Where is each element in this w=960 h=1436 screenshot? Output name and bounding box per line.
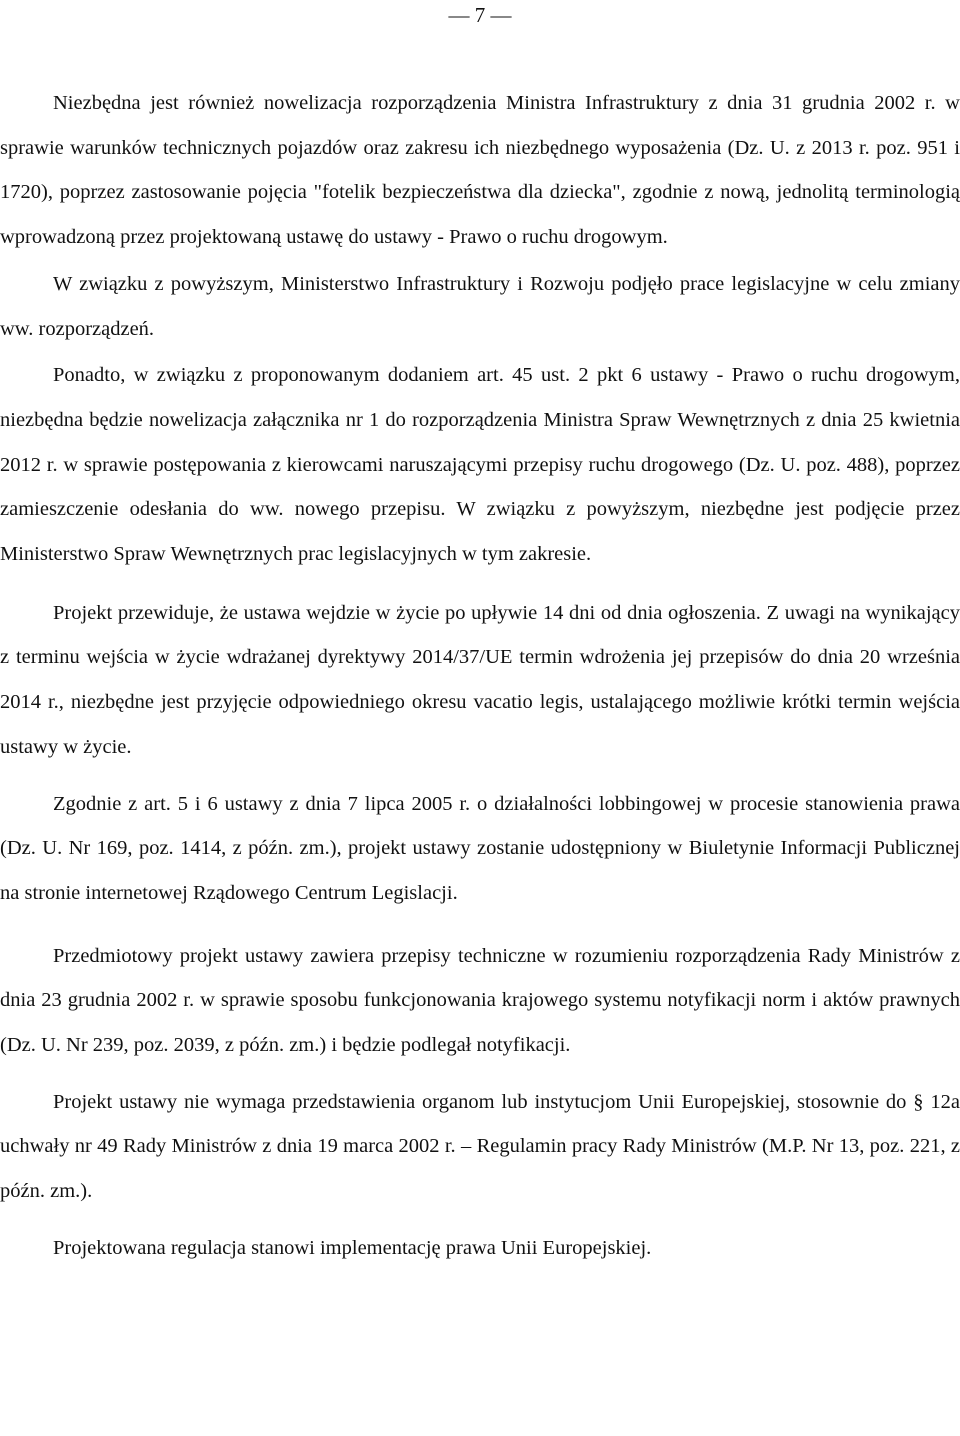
paragraph-lobbying: Zgodnie z art. 5 i 6 ustawy z dnia 7 lipca 2005 r. o działalności lobbingowej w procesie stanowienia prawa (Dz. U. Nr 169, poz. 1414, z późn. zm.), projekt ustawy zostanie udostępniony w Biuletynie Informacji Publicznej na stronie internetowej Rządowego Centrum Legislacji.: [0, 792, 960, 904]
paragraph-notification: Przedmiotowy projekt ustawy zawiera przepisy techniczne w rozumieniu rozporządzenia Rady Ministrów z dnia 23 grudnia 2002 r. w sprawie sposobu funkcjonowania krajowego systemu notyfikacji norm i aktów prawnych (Dz. U. Nr 239, poz. 2039, z późn. zm.) i będzie podlegał notyfikacji.: [0, 944, 960, 1057]
paragraph-eu-institutions: Projekt ustawy nie wymaga przedstawienia organom lub instytucjom Unii Europejskiej, stosownie do § 12a uchwały nr 49 Rady Ministrów z dnia 19 marca 2002 r. – Regulamin pracy Rady Ministrów (M.P. Nr 13, poz. 221, z późn. zm.).: [0, 1090, 960, 1203]
paragraph-entry-into-force: Projekt przewiduje, że ustawa wejdzie w życie po upływie 14 dni od dnia ogłoszenia. Z uwagi na wynikający z terminu wejścia w życie wdrażanej dyrektywy 2014/37/UE termin wdrożenia jej przepisów do dnia 20 września 2014 r., niezbędne jest przyjęcie odpowiedniego okresu vacatio legis, ustalającego możliwie krótki termin wejścia ustawy w życie.: [0, 601, 960, 758]
page-number: — 7 —: [448, 3, 512, 27]
paragraph-eu-implementation: Projektowana regulacja stanowi implementację prawa Unii Europejskiej.: [53, 1236, 652, 1259]
paragraph-regulation-amendment: Niezbędna jest również nowelizacja rozporządzenia Ministra Infrastruktury z dnia 31 grudnia 2002 r. w sprawie warunków technicznych pojazdów oraz zakresu ich niezbędnego wyposażenia (Dz. U. z 2013 r. poz. 951 i 1720), poprzez zastosowanie pojęcia "fotelik bezpieczeństwa dla dziecka", zgodnie z nową, jednolitą terminologią wprowadzoną przez projektowaną ustawę do ustawy - Prawo o ruchu drogowym.: [0, 92, 960, 249]
paragraph-annex-amendment: Ponadto, w związku z proponowanym dodaniem art. 45 ust. 2 pkt 6 ustawy - Prawo o ruchu drogowym, niezbędna będzie nowelizacja załącznika nr 1 do rozporządzenia Ministra Spraw Wewnętrznych z dnia 25 kwietnia 2012 r. w sprawie postępowania z kierowcami naruszającymi przepisy ruchu drogowego (Dz. U. poz. 488), poprzez zamieszczenie odesłania do ww. nowego przepisu. W związku z powyższym, niezbędne jest podjęcie przez Ministerstwo Spraw Wewnętrznych prac legislacyjnych w tym zakresie.: [0, 364, 960, 566]
paragraph-legislative-work: W związku z powyższym, Ministerstwo Infrastruktury i Rozwoju podjęło prace legislacyjne w celu zmiany ww. rozporządzeń.: [0, 272, 960, 340]
document-body: [0, 81, 960, 1271]
